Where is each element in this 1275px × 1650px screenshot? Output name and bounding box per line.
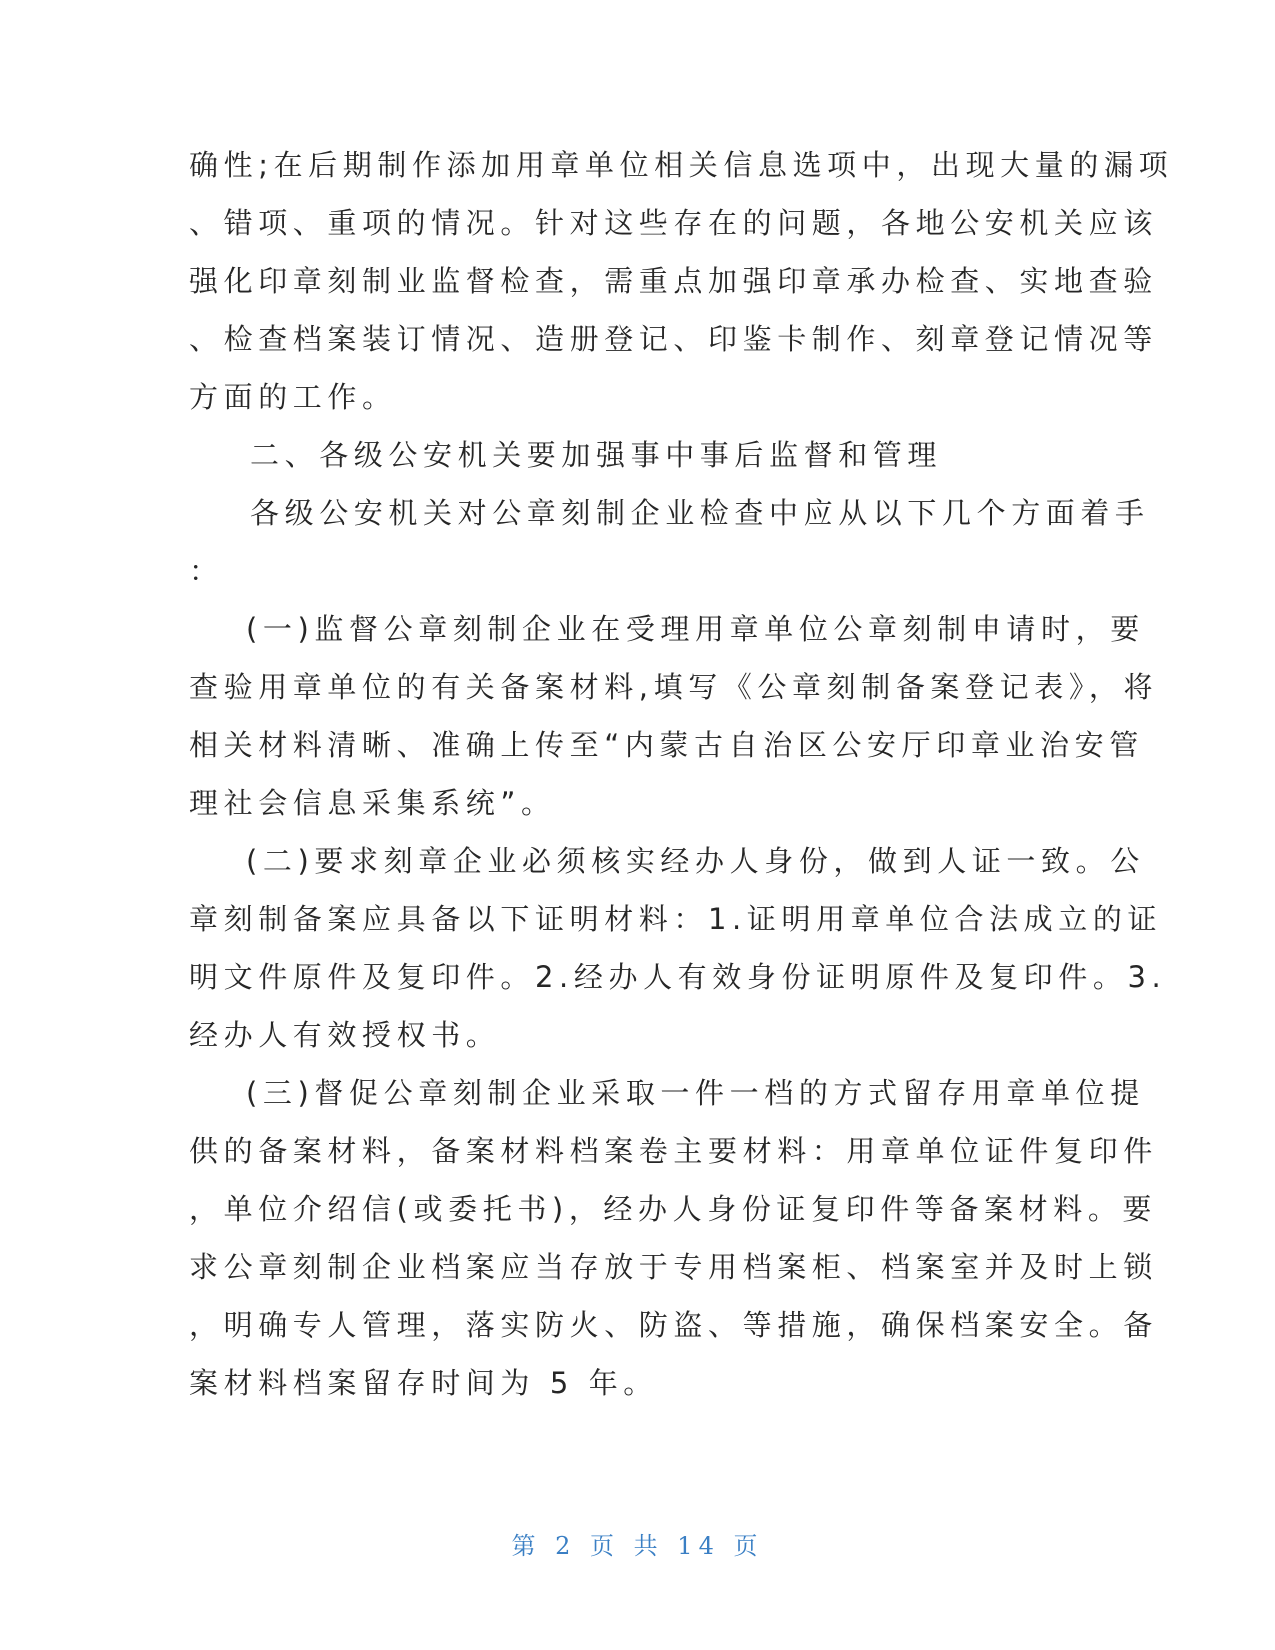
text-line: 理社会信息采集系统”。 [189, 786, 556, 820]
text-line: 明文件原件及复印件。2.经办人有效身份证明原件及复印件。3. [189, 960, 1167, 994]
text-line: (一)监督公章刻制企业在受理用章单位公章刻制申请时，要 [246, 612, 1145, 646]
text-line: ： [189, 554, 224, 588]
text-line: 强化印章刻制业监督检查，需重点加强印章承办检查、实地查验 [189, 264, 1158, 298]
text-line: 确性;在后期制作添加用章单位相关信息选项中，出现大量的漏项 [189, 148, 1174, 182]
text-line: (三)督促公章刻制企业采取一件一档的方式留存用章单位提 [246, 1076, 1145, 1110]
section-heading: 二、各级公安机关要加强事中事后监督和管理 [250, 438, 943, 472]
text-line: 供的备案材料，备案材料档案卷主要材料：用章单位证件复印件 [189, 1134, 1158, 1168]
text-line: 经办人有效授权书。 [189, 1018, 501, 1052]
text-line: 查验用章单位的有关备案材料,填写《公章刻制备案登记表》，将 [189, 670, 1159, 704]
text-line: 方面的工作。 [189, 380, 397, 414]
text-line: 各级公安机关对公章刻制企业检查中应从以下几个方面着手 [250, 496, 1150, 530]
text-line: 相关材料清晰、准确上传至“内蒙古自治区公安厅印章业治安管 [189, 728, 1144, 762]
text-line: (二)要求刻章企业必须核实经办人身份，做到人证一致。公 [246, 844, 1145, 878]
page-number-footer: 第 2 页 共 14 页 [511, 1532, 764, 1560]
text-line: 、检查档案装订情况、造册登记、印鉴卡制作、刻章登记情况等 [189, 322, 1158, 356]
text-line: ，单位介绍信(或委托书)，经办人身份证复印件等备案材料。要 [189, 1192, 1158, 1226]
text-line: 求公章刻制企业档案应当存放于专用档案柜、档案室并及时上锁 [189, 1250, 1158, 1284]
text-line: 案材料档案留存时间为 5 年。 [189, 1366, 658, 1400]
text-line: 、错项、重项的情况。针对这些存在的问题，各地公安机关应该 [189, 206, 1158, 240]
text-line: 章刻制备案应具备以下证明材料：1.证明用章单位合法成立的证 [189, 902, 1163, 936]
text-line: ，明确专人管理，落实防火、防盗、等措施，确保档案安全。备 [189, 1308, 1158, 1342]
